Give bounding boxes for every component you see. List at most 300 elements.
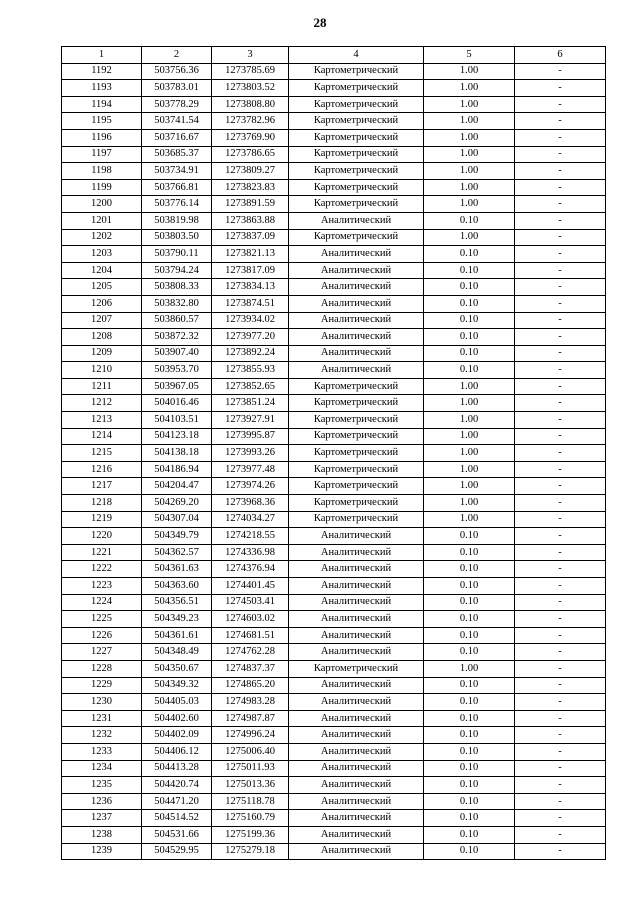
table-cell: 1201 (62, 212, 142, 229)
column-header: 4 (289, 47, 424, 64)
table-cell: 1275199.36 (212, 826, 289, 843)
table-cell: 0.10 (424, 611, 515, 628)
table-cell: Аналитический (289, 544, 424, 561)
column-header: 5 (424, 47, 515, 64)
table-row (62, 710, 606, 727)
table-cell: 1.00 (424, 163, 515, 180)
table-cell: 504406.12 (142, 743, 212, 760)
table-cell: 504349.79 (142, 528, 212, 545)
table-row (62, 511, 606, 528)
table-row (62, 777, 606, 794)
table-cell: 503794.24 (142, 262, 212, 279)
table-cell: 1275118.78 (212, 793, 289, 810)
table-cell: 1.00 (424, 229, 515, 246)
table-cell: Аналитический (289, 561, 424, 578)
table-cell: Аналитический (289, 843, 424, 860)
table-row (62, 146, 606, 163)
table-cell: - (515, 279, 606, 296)
table-cell: 1273821.13 (212, 246, 289, 263)
table-cell: Картометрический (289, 461, 424, 478)
table-cell: 1225 (62, 611, 142, 628)
table-row (62, 362, 606, 379)
table-cell: 1202 (62, 229, 142, 246)
table-cell: Картометрический (289, 179, 424, 196)
table-cell: Аналитический (289, 312, 424, 329)
table-cell: - (515, 544, 606, 561)
table-row (62, 279, 606, 296)
table-row (62, 544, 606, 561)
table-cell: 1197 (62, 146, 142, 163)
table-cell: 503967.05 (142, 378, 212, 395)
table-cell: 0.10 (424, 362, 515, 379)
table-cell: 1207 (62, 312, 142, 329)
table-cell: - (515, 163, 606, 180)
table-cell: - (515, 412, 606, 429)
table-cell: Картометрический (289, 196, 424, 213)
table-row (62, 163, 606, 180)
table-cell: 1213 (62, 412, 142, 429)
table-row (62, 312, 606, 329)
table-cell: Аналитический (289, 694, 424, 711)
table-row (62, 677, 606, 694)
table-cell: 0.10 (424, 743, 515, 760)
table-cell: Аналитический (289, 528, 424, 545)
table-row (62, 96, 606, 113)
table-row (62, 611, 606, 628)
table-cell: 1203 (62, 246, 142, 263)
table-cell: 0.10 (424, 677, 515, 694)
table-cell: 1227 (62, 644, 142, 661)
table-cell: 1274681.51 (212, 627, 289, 644)
table-cell: - (515, 395, 606, 412)
table-cell: 1221 (62, 544, 142, 561)
table-row (62, 727, 606, 744)
table-cell: - (515, 362, 606, 379)
table-row (62, 113, 606, 130)
table-cell: 1273863.88 (212, 212, 289, 229)
table-cell: 1226 (62, 627, 142, 644)
table-cell: 503766.81 (142, 179, 212, 196)
table-cell: 503734.91 (142, 163, 212, 180)
table-row (62, 843, 606, 860)
table-cell: 0.10 (424, 295, 515, 312)
table-cell: - (515, 644, 606, 661)
table-cell: Картометрический (289, 660, 424, 677)
table-cell: 1273809.27 (212, 163, 289, 180)
table-cell: - (515, 179, 606, 196)
table-cell: 1273837.09 (212, 229, 289, 246)
table-cell: 1.00 (424, 113, 515, 130)
table-cell: - (515, 495, 606, 512)
table-cell: Картометрический (289, 80, 424, 97)
table-row (62, 345, 606, 362)
table-cell: 504349.32 (142, 677, 212, 694)
table-cell: - (515, 196, 606, 213)
coordinates-table (61, 46, 606, 860)
table-cell: 504420.74 (142, 777, 212, 794)
table-row (62, 196, 606, 213)
table-cell: Аналитический (289, 594, 424, 611)
table-cell: 503783.01 (142, 80, 212, 97)
table-cell: 503685.37 (142, 146, 212, 163)
table-row (62, 627, 606, 644)
table-cell: 0.10 (424, 826, 515, 843)
table-cell: - (515, 461, 606, 478)
table-cell: 1200 (62, 196, 142, 213)
table-cell: 504471.20 (142, 793, 212, 810)
table-cell: 1232 (62, 727, 142, 744)
table-cell: 0.10 (424, 345, 515, 362)
table-cell: 1192 (62, 63, 142, 80)
table-cell: 0.10 (424, 694, 515, 711)
table-cell: 1.00 (424, 395, 515, 412)
table-cell: 503860.57 (142, 312, 212, 329)
table-cell: 503778.29 (142, 96, 212, 113)
table-cell: - (515, 262, 606, 279)
table-cell: 1224 (62, 594, 142, 611)
table-cell: 1218 (62, 495, 142, 512)
table-cell: 504363.60 (142, 578, 212, 595)
table-cell: Аналитический (289, 793, 424, 810)
table-body (62, 63, 606, 860)
table-cell: 504186.94 (142, 461, 212, 478)
table-cell: - (515, 212, 606, 229)
table-row (62, 246, 606, 263)
table-cell: 1219 (62, 511, 142, 528)
table-row (62, 378, 606, 395)
table-cell: 1274865.20 (212, 677, 289, 694)
table-cell: 1194 (62, 96, 142, 113)
table-cell: 1198 (62, 163, 142, 180)
table-cell: 1.00 (424, 196, 515, 213)
table-cell: 1220 (62, 528, 142, 545)
table-row (62, 694, 606, 711)
table-row (62, 412, 606, 429)
table-cell: - (515, 329, 606, 346)
table-cell: Картометрический (289, 129, 424, 146)
table-cell: - (515, 727, 606, 744)
table-header-row (62, 47, 606, 64)
table-cell: 1274034.27 (212, 511, 289, 528)
table-cell: - (515, 312, 606, 329)
table-cell: 504405.03 (142, 694, 212, 711)
table-cell: - (515, 843, 606, 860)
table-cell: 1.00 (424, 80, 515, 97)
table-cell: 1222 (62, 561, 142, 578)
table-cell: 1204 (62, 262, 142, 279)
table-cell: - (515, 760, 606, 777)
table-cell: 0.10 (424, 578, 515, 595)
table-cell: Аналитический (289, 212, 424, 229)
table-cell: 503803.50 (142, 229, 212, 246)
table-cell: - (515, 694, 606, 711)
table-cell: 1273786.65 (212, 146, 289, 163)
table-cell: 1275006.40 (212, 743, 289, 760)
table-cell: 1216 (62, 461, 142, 478)
table-cell: 503907.40 (142, 345, 212, 362)
table-cell: 0.10 (424, 279, 515, 296)
table-cell: 1234 (62, 760, 142, 777)
table-cell: 0.10 (424, 594, 515, 611)
table-row (62, 743, 606, 760)
table-cell: 1.00 (424, 146, 515, 163)
table-row (62, 528, 606, 545)
table-row (62, 428, 606, 445)
table-cell: 0.10 (424, 561, 515, 578)
table-cell: Картометрический (289, 378, 424, 395)
table-cell: Аналитический (289, 279, 424, 296)
table-cell: 1273974.26 (212, 478, 289, 495)
table-cell: 504362.57 (142, 544, 212, 561)
table-cell: 1223 (62, 578, 142, 595)
table-cell: 504269.20 (142, 495, 212, 512)
column-header: 3 (212, 47, 289, 64)
table-cell: 1274376.94 (212, 561, 289, 578)
table-cell: Аналитический (289, 743, 424, 760)
table-cell: 1273769.90 (212, 129, 289, 146)
table-cell: 1.00 (424, 179, 515, 196)
table-cell: - (515, 96, 606, 113)
table-cell: 1273892.24 (212, 345, 289, 362)
table-cell: 1275013.36 (212, 777, 289, 794)
table-cell: Картометрический (289, 163, 424, 180)
table-row (62, 445, 606, 462)
table-cell: Аналитический (289, 362, 424, 379)
table-row (62, 179, 606, 196)
table-cell: 1273977.20 (212, 329, 289, 346)
table-cell: 1228 (62, 660, 142, 677)
table-cell: 1273977.48 (212, 461, 289, 478)
table-cell: 1239 (62, 843, 142, 860)
table-cell: 1195 (62, 113, 142, 130)
table-cell: 1.00 (424, 478, 515, 495)
table-cell: Картометрический (289, 63, 424, 80)
table-cell: 1199 (62, 179, 142, 196)
table-cell: 1274503.41 (212, 594, 289, 611)
table-cell: 0.10 (424, 777, 515, 794)
table-cell: - (515, 80, 606, 97)
table-cell: 1193 (62, 80, 142, 97)
table-cell: - (515, 793, 606, 810)
table-cell: 1217 (62, 478, 142, 495)
table-cell: 1273823.83 (212, 179, 289, 196)
table-cell: - (515, 146, 606, 163)
table-row (62, 561, 606, 578)
table-cell: 0.10 (424, 262, 515, 279)
table-cell: 504514.52 (142, 810, 212, 827)
table-cell: 503832.80 (142, 295, 212, 312)
table-cell: 1274987.87 (212, 710, 289, 727)
table-row (62, 80, 606, 97)
table-cell: 1275011.93 (212, 760, 289, 777)
table-cell: 503953.70 (142, 362, 212, 379)
table-cell: 1273993.26 (212, 445, 289, 462)
table-cell: 1210 (62, 362, 142, 379)
table-cell: 0.10 (424, 246, 515, 263)
table-cell: - (515, 677, 606, 694)
table-cell: - (515, 129, 606, 146)
table-cell: 1273808.80 (212, 96, 289, 113)
table-cell: 504348.49 (142, 644, 212, 661)
table-cell: 1.00 (424, 63, 515, 80)
table-cell: Аналитический (289, 246, 424, 263)
table-cell: 1208 (62, 329, 142, 346)
table-row (62, 793, 606, 810)
table-cell: 1274996.24 (212, 727, 289, 744)
table-cell: 1273803.52 (212, 80, 289, 97)
table-cell: 0.10 (424, 644, 515, 661)
table-row (62, 660, 606, 677)
table-cell: 1.00 (424, 129, 515, 146)
table-cell: - (515, 528, 606, 545)
table-cell: Картометрический (289, 412, 424, 429)
table-cell: 504204.47 (142, 478, 212, 495)
table-cell: 1275279.18 (212, 843, 289, 860)
table-row (62, 810, 606, 827)
table-cell: - (515, 627, 606, 644)
table-cell: 1231 (62, 710, 142, 727)
table-cell: 1273834.13 (212, 279, 289, 296)
table-cell: 1.00 (424, 412, 515, 429)
table-cell: 1212 (62, 395, 142, 412)
table-cell: Аналитический (289, 644, 424, 661)
table-cell: 1.00 (424, 660, 515, 677)
table-cell: 504531.66 (142, 826, 212, 843)
table-row (62, 644, 606, 661)
table-cell: 1230 (62, 694, 142, 711)
table-cell: 503756.36 (142, 63, 212, 80)
table-cell: 504402.60 (142, 710, 212, 727)
table-cell: 1.00 (424, 511, 515, 528)
table-cell: 1211 (62, 378, 142, 395)
table-cell: Картометрический (289, 229, 424, 246)
table-row (62, 826, 606, 843)
table-row (62, 229, 606, 246)
table-cell: 504356.51 (142, 594, 212, 611)
table-cell: 504413.28 (142, 760, 212, 777)
table-cell: 0.10 (424, 544, 515, 561)
table-cell: - (515, 611, 606, 628)
table-cell: 0.10 (424, 312, 515, 329)
table-cell: Аналитический (289, 262, 424, 279)
table-cell: 1209 (62, 345, 142, 362)
table-cell: Картометрический (289, 428, 424, 445)
table-cell: 503716.67 (142, 129, 212, 146)
table-cell: 0.10 (424, 810, 515, 827)
table-row (62, 262, 606, 279)
table-cell: 504402.09 (142, 727, 212, 744)
table-cell: - (515, 511, 606, 528)
table-cell: 504138.18 (142, 445, 212, 462)
table-cell: 1273891.59 (212, 196, 289, 213)
table-cell: 1273927.91 (212, 412, 289, 429)
table-cell: 1238 (62, 826, 142, 843)
table-cell: - (515, 63, 606, 80)
table-cell: 503790.11 (142, 246, 212, 263)
table-cell: Аналитический (289, 578, 424, 595)
table-cell: 0.10 (424, 710, 515, 727)
table-cell: Аналитический (289, 710, 424, 727)
table-cell: 1235 (62, 777, 142, 794)
table-row (62, 395, 606, 412)
table-cell: - (515, 478, 606, 495)
table-cell: 0.10 (424, 727, 515, 744)
table-row (62, 578, 606, 595)
table-cell: 1236 (62, 793, 142, 810)
table-cell: 1273968.36 (212, 495, 289, 512)
table-cell: - (515, 594, 606, 611)
table-cell: 0.10 (424, 760, 515, 777)
column-header: 1 (62, 47, 142, 64)
table-cell: 1.00 (424, 96, 515, 113)
table-cell: 1.00 (424, 428, 515, 445)
table-cell: 1273855.93 (212, 362, 289, 379)
table-cell: 0.10 (424, 212, 515, 229)
table-cell: 1214 (62, 428, 142, 445)
table-cell: Картометрический (289, 478, 424, 495)
table-cell: Аналитический (289, 777, 424, 794)
table-cell: Картометрический (289, 511, 424, 528)
table-row (62, 478, 606, 495)
table-row (62, 212, 606, 229)
table-cell: - (515, 445, 606, 462)
table-cell: Картометрический (289, 495, 424, 512)
table-cell: 0.10 (424, 528, 515, 545)
table-cell: 1273817.09 (212, 262, 289, 279)
table-cell: 1273782.96 (212, 113, 289, 130)
table-cell: 1206 (62, 295, 142, 312)
table-cell: Аналитический (289, 677, 424, 694)
table-cell: - (515, 295, 606, 312)
table-cell: 504361.63 (142, 561, 212, 578)
table-cell: Аналитический (289, 295, 424, 312)
table-cell: - (515, 660, 606, 677)
table-cell: - (515, 810, 606, 827)
table-cell: 504361.61 (142, 627, 212, 644)
table-cell: 1215 (62, 445, 142, 462)
table-cell: 0.10 (424, 793, 515, 810)
table-cell: 1205 (62, 279, 142, 296)
table-cell: 1.00 (424, 461, 515, 478)
table-row (62, 495, 606, 512)
table-cell: Аналитический (289, 345, 424, 362)
table-cell: 1273874.51 (212, 295, 289, 312)
table-cell: 1237 (62, 810, 142, 827)
table-cell: 1274603.02 (212, 611, 289, 628)
table-cell: Аналитический (289, 329, 424, 346)
table-cell: 503819.98 (142, 212, 212, 229)
table-cell: 504307.04 (142, 511, 212, 528)
column-header: 6 (515, 47, 606, 64)
table-cell: 1274401.45 (212, 578, 289, 595)
table-cell: 1274762.28 (212, 644, 289, 661)
table-cell: 1275160.79 (212, 810, 289, 827)
table-cell: 1274983.28 (212, 694, 289, 711)
table-cell: 0.10 (424, 627, 515, 644)
table-cell: Аналитический (289, 611, 424, 628)
table-cell: - (515, 113, 606, 130)
table-row (62, 461, 606, 478)
table-cell: Картометрический (289, 146, 424, 163)
table-cell: - (515, 428, 606, 445)
table-row (62, 329, 606, 346)
table-cell: 1273852.65 (212, 378, 289, 395)
table-cell: Картометрический (289, 96, 424, 113)
table-cell: - (515, 378, 606, 395)
table-cell: - (515, 345, 606, 362)
table-cell: 504349.23 (142, 611, 212, 628)
table-cell: Картометрический (289, 445, 424, 462)
